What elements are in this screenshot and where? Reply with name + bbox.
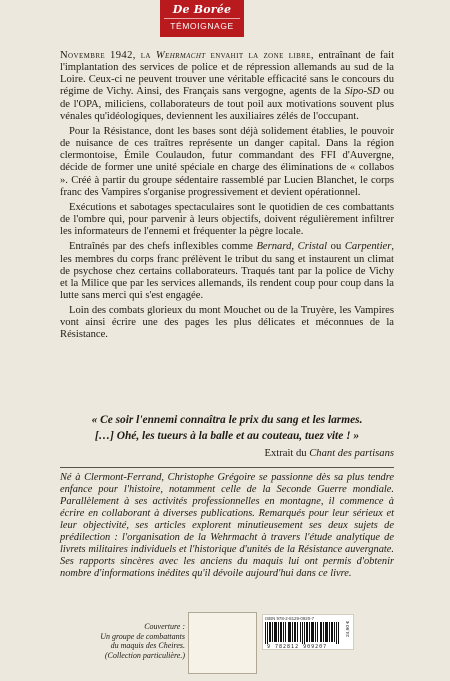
summary-paragraph-3: Exécutions et sabotages spectaculaires sont le quotidien de ces combattants de l'ombre qui, pour parvenir à leurs objectifs, doivent régulièrement infiltrer les informateurs de l'ennemi et fréquenter la pègre locale. bbox=[60, 201, 394, 238]
barcode-digits: 9 782812 909207 bbox=[267, 644, 328, 650]
summary-paragraph-4 bbox=[60, 241, 394, 302]
wehrmacht-term: Wehrmacht bbox=[155, 50, 206, 61]
separator: ou bbox=[327, 241, 345, 253]
price-label: 24,90 € bbox=[346, 621, 351, 638]
cover-caption-line-2: du maquis des Cheires. bbox=[110, 641, 185, 651]
paragraph-4-text-b: , les membres du corps franc prélèvent le tribut du sang et instaurent un climat de psychose chez certains collaborateurs. Traqués tant par la police de Vichy et la Milice que par les services allemands, ils rendent coup pour coup dans la lutte sans merci qui s'est engagée. bbox=[60, 241, 395, 301]
quote-source-title: Chant des partisans bbox=[309, 448, 394, 459]
sipo-term: Sipo-SD bbox=[344, 86, 380, 98]
summary-paragraph-2: Pour la Résistance, dont les bases sont déjà solidement établies, le pouvoir de nuisance de ces traîtres représente un danger capital. Dans la région clermontoise, Émile Coulaudon, futur commandant des FFI d'Auvergne, décide de former une unité spéciale en charge des éliminations de « collabos ». Créé à partir du groupe sédentaire rassemblé par Lucien Blanchet, le corps franc des Vampires s'organise progressivement et devient opérationnel. bbox=[60, 125, 394, 198]
cover-thumbnail-frame bbox=[188, 612, 257, 674]
isbn-label: ISBN 978-2-8129-0920-7 bbox=[265, 616, 315, 621]
publisher-logo bbox=[160, 0, 244, 37]
collection-name: TÉMOIGNAGE bbox=[164, 18, 240, 33]
summary-paragraph-1 bbox=[60, 50, 394, 123]
chief-name-cristal: Cristal bbox=[297, 241, 328, 253]
separator: , bbox=[291, 241, 298, 253]
publisher-name: De Borée bbox=[172, 3, 232, 16]
opening-lead-end: envahit la zone libre, bbox=[205, 50, 314, 61]
chief-name-carpentier: Carpentier bbox=[344, 241, 392, 253]
author-bio bbox=[60, 472, 394, 580]
cover-caption-heading: Couverture : bbox=[144, 622, 185, 631]
barcode-icon bbox=[265, 622, 343, 644]
quote-line-2: […] Ohé, les tueurs à la balle et au couteau, tuez vite ! » bbox=[94, 429, 360, 442]
paragraph-1-text-a: entraînant de fait l'implantation des services de police et de répression allemands au sud de la Loire. Ceux-ci ne peuvent trouver une véritable efficacité sans le concours du régime de Vichy. Ainsi, des Français sans vergogne, agents de la bbox=[60, 50, 395, 98]
cover-caption bbox=[95, 622, 185, 660]
back-cover-summary bbox=[60, 50, 394, 345]
cover-caption-credit: (Collection particulière.) bbox=[104, 650, 185, 660]
quote-source-prefix: Extrait du bbox=[264, 448, 310, 459]
quote-line-1: « Ce soir l'ennemi connaîtra le prix du sang et les larmes. bbox=[91, 414, 363, 426]
paragraph-1-text-b: ou de l'OPA, miliciens, collaborateurs de tout poil aux motivations souvent plus vénales qu'idéologiques, deviennent les auxiliaires zélés de l'occupant. bbox=[60, 86, 394, 122]
author-bio-text: Né à Clermont-Ferrand, Christophe Grégoire se passionne dès sa plus tendre enfance pour l'histoire, notamment celle de la Seconde Guerre mondiale. Parallèlement à ses activités professionnelles en montagne, il commence à écrire en collaborant à diverses publications. Remarqués pour leur sérieux et leur objectivité, ses articles explorent minutieusement ses deux sujets de prédilection : l'organisation de la Wehrmacht à travers l'étude analytique de livrets militaires individuels et l'historique d'unités de la Résistance auvergnate. Ses rapports sincères avec les anciens du maquis lui ont permis d'obtenir nombre d'informations inédites qu'il dévoile aujourd'hui dans ce livre. bbox=[60, 472, 394, 580]
cover-caption-line-1: Un groupe de combattants bbox=[100, 631, 185, 641]
section-divider bbox=[60, 467, 394, 468]
paragraph-4-text-a: Entraînés par des chefs inflexibles comme bbox=[69, 241, 257, 253]
opening-lead: Novembre 1942, la bbox=[60, 50, 156, 61]
epigraph-quote bbox=[60, 413, 394, 462]
isbn-barcode bbox=[262, 614, 354, 650]
summary-paragraph-5: Loin des combats glorieux du mont Mouchet ou de la Truyère, les Vampires vont ainsi écrire une des pages les plus délicates et méconnues de la Résistance. bbox=[60, 305, 394, 341]
chief-name-bernard: Bernard bbox=[256, 241, 292, 253]
quote-source bbox=[60, 446, 394, 462]
